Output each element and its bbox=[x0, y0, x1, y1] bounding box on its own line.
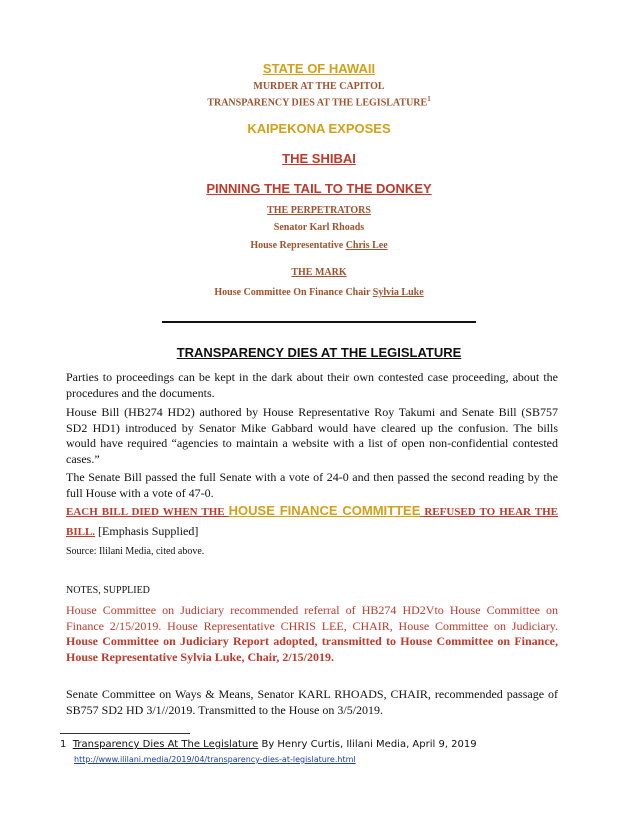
footnote bbox=[60, 739, 600, 750]
house-rep-prefix: House Representative bbox=[250, 240, 346, 251]
notes-label: NOTES, SUPPLIED bbox=[66, 585, 150, 596]
paragraph-1: Parties to proceedings can be kept in the dark about their own contested case proceeding, about the procedures and the documents. bbox=[66, 370, 558, 400]
pinning-heading: PINNING THE TAIL TO THE DONKEY bbox=[206, 181, 432, 196]
mark-name: Sylvia Luke bbox=[372, 287, 424, 298]
footnote-url-link[interactable]: http://www.ililani.media/2019/04/transparency-dies-at-legislature.html bbox=[74, 755, 356, 764]
murder-heading: MURDER AT THE CAPITOL bbox=[253, 81, 385, 92]
emphasis-part-3: REFUSED TO HEAR THE BILL. bbox=[66, 506, 558, 538]
notes-paragraph bbox=[66, 603, 558, 665]
paragraph-4 bbox=[66, 501, 558, 542]
shibai-heading: THE SHIBAI bbox=[282, 151, 356, 166]
kaipekona-heading: KAIPEKONA EXPOSES bbox=[247, 121, 391, 136]
footnote-divider bbox=[60, 733, 190, 734]
perpetrators-label: THE PERPETRATORS bbox=[267, 205, 371, 216]
footnote-title: Transparency Dies At The Legislature bbox=[72, 739, 259, 750]
footnote-byline: By Henry Curtis, Ililani Media, April 9, 2019 bbox=[258, 739, 477, 750]
mark-line bbox=[0, 287, 638, 298]
mark-label: THE MARK bbox=[291, 267, 347, 278]
paragraph-3: The Senate Bill passed the full Senate with a vote of 24-0 and then passed the second reading by the full House with a vote of 47-0. bbox=[66, 470, 558, 500]
notes-red-text: House Committee on Judiciary recommended referral of HB274 HD2Vto House Committee on Finance 2/15/2019. House Representative CHRIS LEE, CHAIR, House Committee on Judiciary. bbox=[66, 603, 558, 633]
transparency-subheading bbox=[0, 95, 638, 108]
source-line: Source: Ililani Media, cited above. bbox=[66, 546, 205, 557]
emphasis-part-1: EACH BILL DIED WHEN THE bbox=[66, 506, 229, 518]
emphasis-part-2: HOUSE FINANCE COMMITTEE bbox=[228, 503, 421, 518]
emphasis-note: [Emphasis Supplied] bbox=[95, 524, 199, 538]
section-divider bbox=[162, 321, 476, 323]
house-rep-line bbox=[0, 240, 638, 251]
paragraph-2: House Bill (HB274 HD2) authored by House Representative Roy Takumi and Senate Bill (SB757 SD2 HD1) introduced by Senator Mike Gabbard would have cleared up the confusion. The bills would have required “agencies to maintain a website with a list of open non-confidential contested cases.” bbox=[66, 405, 558, 466]
house-rep-name: Chris Lee bbox=[345, 240, 388, 251]
footnote-url-line bbox=[74, 755, 356, 764]
footnote-number: 1 bbox=[60, 739, 67, 750]
senate-paragraph: Senate Committee on Ways & Means, Senator KARL RHOADS, CHAIR, recommended passage of SB757 SD2 HD 3/1//2019. Transmitted to the House on 3/5/2019. bbox=[66, 687, 558, 717]
mark-prefix: House Committee On Finance Chair bbox=[214, 287, 373, 298]
footnote-ref[interactable]: 1 bbox=[427, 95, 431, 103]
transparency-subheading-text: TRANSPARENCY DIES AT THE LEGISLATURE bbox=[207, 97, 428, 109]
notes-bold-text: House Committee on Judiciary Report adopted, transmitted to House Committee on Finance, House Representative Sylvia Luke, Chair, 2/15/2019. bbox=[66, 634, 558, 664]
senator-name: Senator Karl Rhoads bbox=[273, 222, 365, 233]
state-heading: STATE OF HAWAII bbox=[262, 61, 376, 76]
section-title: TRANSPARENCY DIES AT THE LEGISLATURE bbox=[176, 345, 462, 360]
